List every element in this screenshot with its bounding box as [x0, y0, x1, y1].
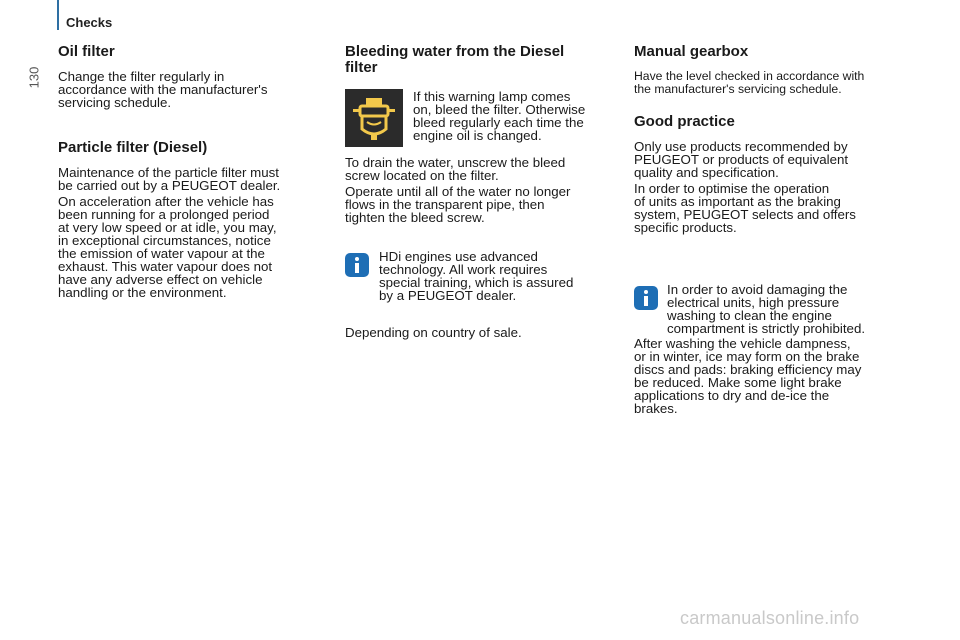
heading-bleeding-water: Bleeding water from the Diesel filter [345, 43, 565, 76]
heading-good-practice: Good practice [634, 113, 735, 130]
gearbox-text: Have the level checked in accordance with the manufacturer's servicing schedule. [634, 69, 865, 96]
heading-oil-filter: Oil filter [58, 43, 115, 60]
country-note: Depending on country of sale. [345, 325, 522, 340]
particle-filter-para-2: On acceleration after the vehicle has been running for a prolonged period at very low speed or at idle, you may, in exceptional circumstances, notice the emission of water vapour at the exhaust. This water vapour does not have any adverse effect on vehicle handling or the environment. [58, 194, 277, 300]
section-marker-bar [57, 0, 59, 30]
hdi-info-text: HDi engines use advanced technology. All work requires special training, which is assured by a PEUGEOT dealer. [379, 249, 574, 303]
info-icon [634, 286, 658, 310]
bleeding-para-2: Operate until all of the water no longer flows in the transparent pipe, then tighten the bleed screw. [345, 184, 571, 225]
pressure-washing-info-text: In order to avoid damaging the electrical units, high pressure washing to clean the engine compartment is strictly prohibited. [667, 282, 866, 336]
diesel-filter-warning-lamp-icon [345, 89, 403, 147]
good-practice-para-3: After washing the vehicle dampness, or in winter, ice may form on the brake discs and pads: braking efficiency may be reduced. Make some light brake applications to dry and de-ice the brakes. [634, 336, 862, 416]
warning-lamp-text: If this warning lamp comes on, bleed the filter. Otherwise bleed regularly each time the engine oil is changed. [413, 89, 586, 143]
page-number: 130 [26, 66, 42, 89]
bleeding-para-1: To drain the water, unscrew the bleed screw located on the filter. [345, 155, 566, 183]
particle-filter-para-1: Maintenance of the particle filter must be carried out by a PEUGEOT dealer. [58, 165, 281, 193]
good-practice-para-2: In order to optimise the operation of units as important as the braking system, PEUGEOT selects and offers specific products. [634, 181, 856, 235]
oil-filter-text: Change the filter regularly in accordance with the manufacturer's servicing schedule. [58, 69, 268, 110]
section-title: Checks [66, 15, 113, 30]
heading-particle-filter: Particle filter (Diesel) [58, 139, 208, 156]
watermark: carmanualsonline.info [680, 608, 860, 628]
info-icon [345, 253, 369, 277]
heading-manual-gearbox: Manual gearbox [634, 43, 749, 60]
good-practice-para-1: Only use products recommended by PEUGEOT or products of equivalent quality and specification. [634, 139, 849, 180]
